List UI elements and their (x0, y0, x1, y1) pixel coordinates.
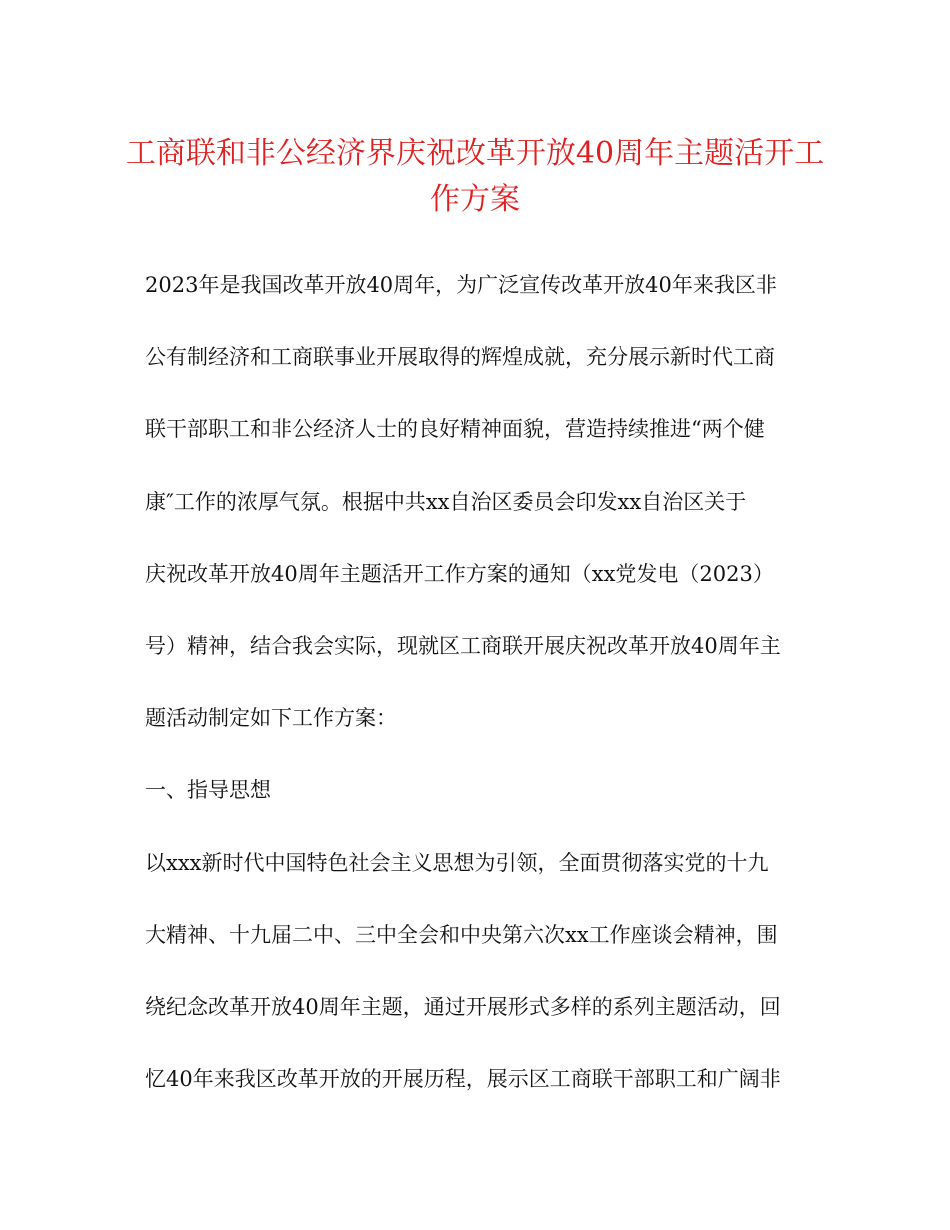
body-line-12: 忆40年来我区改革开放的开展历程，展示区工商联干部职工和广阔非 (145, 1067, 781, 1091)
body-line-10: 大精神、十九届二中、三中全会和中央第六次xx工作座谈会精神，围 (145, 923, 778, 947)
body-line-5: 庆祝改革开放40周年主题活开工作方案的通知（xx党发电（2023） (145, 562, 774, 586)
body-line-4: 康″工作的浓厚气氛。根据中共xx自治区委员会印发xx自治区关于 (145, 490, 747, 514)
body-line-3: 联干部职工和非公经济人士的良好精神面貌，营造持续推进“两个健 (145, 417, 765, 441)
body-line-2: 公有制经济和工商联事业开展取得的辉煌成就，充分展示新时代工商 (145, 345, 775, 369)
section-heading-guiding-ideology: 一、指导思想 (145, 778, 271, 802)
document-title-line-2: 作方案 (430, 182, 520, 217)
body-line-9: 以xxx新时代中国特色社会主义思想为引领，全面贯彻落实党的十九 (145, 851, 769, 875)
body-line-1: 2023年是我国改革开放40周年，为广泛宣传改革开放40年来我区非 (145, 273, 777, 297)
document-title-line-1: 工商联和非公经济界庆祝改革开放40周年主题活开工 (125, 136, 825, 171)
body-line-7: 题活动制定如下工作方案： (145, 706, 397, 730)
body-line-6: 号）精神，结合我会实际，现就区工商联开展庆祝改革开放40周年主 (145, 634, 781, 658)
body-line-11: 绕纪念改革开放40周年主题，通过开展形式多样的系列主题活动，回 (145, 995, 781, 1019)
